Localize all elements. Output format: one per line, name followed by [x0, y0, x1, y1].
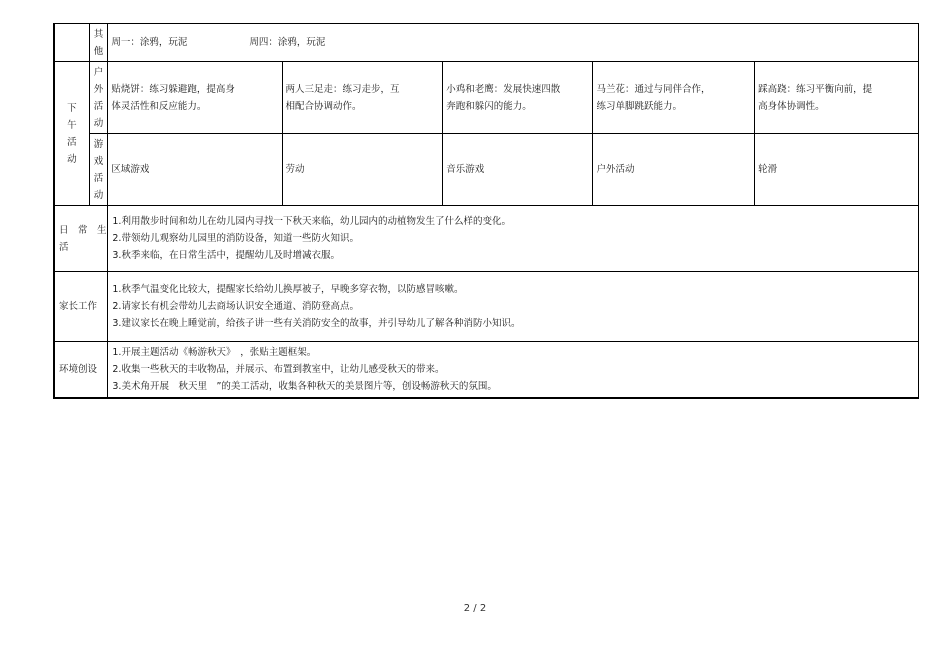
game-cell-4: 户外活动 — [593, 134, 755, 206]
outdoor-cell-5: 踩高跷：练习平衡向前，提 高身体协调性。 — [755, 62, 919, 134]
row-label-afternoon: 下 午 活 动 — [54, 62, 89, 206]
empty-cell — [54, 24, 89, 62]
outdoor-cell-3: 小鸡和老鹰：发展快速四散 奔跑和躲闪的能力。 — [443, 62, 593, 134]
game-cell-3: 音乐游戏 — [443, 134, 593, 206]
row-label-other: 其 他 — [89, 24, 108, 62]
table-row-parents — [54, 272, 919, 342]
outdoor-cell-1: 贴烧饼：练习躲避跑，提高身 体灵活性和反应能力。 — [108, 62, 282, 134]
other-item-thursday: 周四：涂鸦，玩泥 — [249, 37, 326, 48]
game-cell-2: 劳动 — [282, 134, 443, 206]
row-label-environment: 环境创设 — [54, 342, 108, 398]
row-label-daily: 日 常 生 活 — [54, 206, 108, 272]
table-row-environment — [54, 342, 919, 398]
row-label-games: 游 戏 活 动 — [89, 134, 108, 206]
weekly-plan-table — [53, 23, 919, 399]
table-row-daily — [54, 206, 919, 272]
outdoor-cell-2: 两人三足走：练习走步，互 相配合协调动作。 — [282, 62, 443, 134]
table-row-outdoor — [54, 62, 919, 134]
table-row-games — [54, 134, 919, 206]
environment-cell: 1.开展主题活动《畅游秋天》 ，张贴主题框架。 2.收集一些秋天的丰收物品，并展示、布置到教室中，让幼儿感受秋天的带来。 3.美术角开展 秋天里 ”的美工活动，收集各种秋天的美景图片等，创设畅游秋天的氛围。 — [108, 342, 919, 398]
other-item-monday: 周一：涂鸦，玩泥 — [111, 37, 188, 48]
row-label-outdoor: 户 外 活 动 — [89, 62, 108, 134]
row-label-parents: 家长工作 — [54, 272, 108, 342]
daily-life-cell: 1.利用散步时间和幼儿在幼儿园内寻找一下秋天来临，幼儿园内的动植物发生了什么样的变化。 2.带领幼儿观察幼儿园里的消防设备，知道一些防火知识。 3.秋季来临，在日常生活中，提醒幼儿及时增减衣服。 — [108, 206, 919, 272]
parents-work-cell: 1.秋季气温变化比较大，提醒家长给幼儿换厚被子，早晚多穿衣物，以防感冒咳嗽。 2.请家长有机会带幼儿去商场认识安全通道、消防登高点。 3.建议家长在晚上睡觉前，给孩子讲一些有关消防安全的故事，并引导幼儿了解各种消防小知识。 — [108, 272, 919, 342]
other-activities-cell — [108, 24, 919, 62]
game-cell-1: 区域游戏 — [108, 134, 282, 206]
page-number: 2 / 2 — [463, 603, 487, 614]
outdoor-cell-4: 马兰花：通过与同伴合作， 练习单脚跳跃能力。 — [593, 62, 755, 134]
table-row-other — [54, 24, 919, 62]
game-cell-5: 轮滑 — [755, 134, 919, 206]
